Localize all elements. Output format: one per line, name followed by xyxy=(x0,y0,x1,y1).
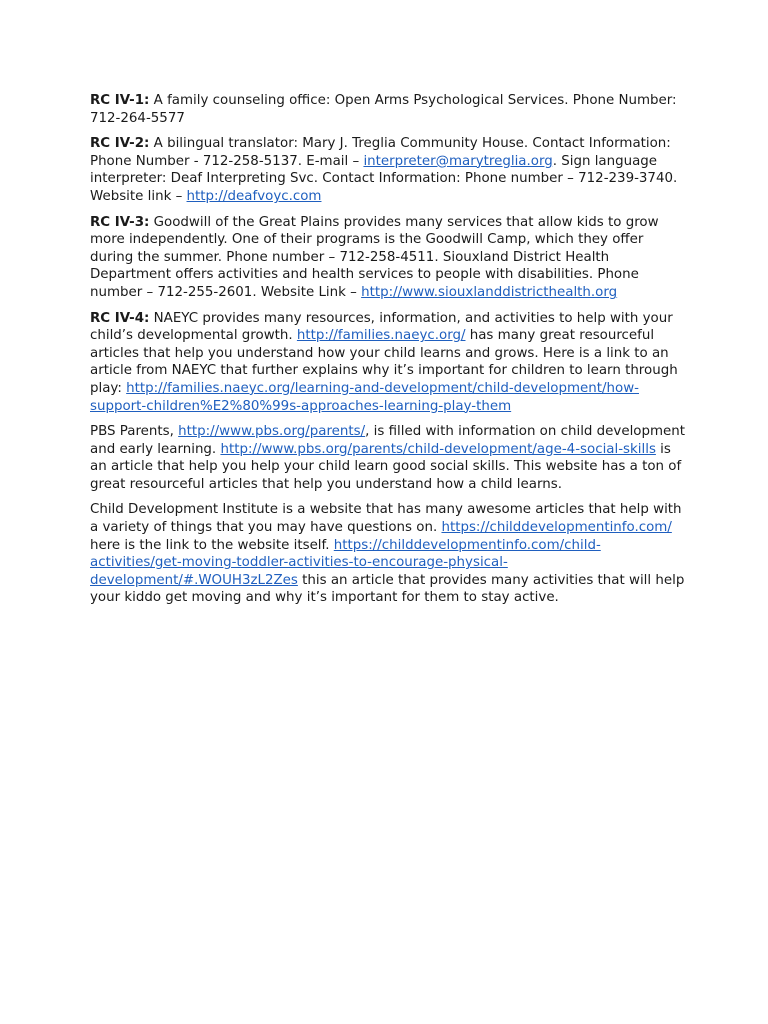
text-pbs-part1: PBS Parents, xyxy=(90,424,179,440)
text-rc-iv-1: A family counseling office: Open Arms Psychological Services. Phone Number: 712-264-5577 xyxy=(90,93,677,126)
paragraph-rc-iv-1 xyxy=(90,92,686,127)
text-rc-iv-3: Goodwill of the Great Plains provides many services that allow kids to grow more independently. One of their programs is the Goodwill Camp, which they offer during the summer. Phone number – 712-258-4511. Siouxland District Health Department offers activities and health services to people with disabilities. Phone number – 712-255-2601. Website Link – xyxy=(90,214,659,300)
text-rc-iv-2-part2: . Sign language interpreter: Deaf Interpreting Svc. Contact Information: Phone number – 712-239-3740. Website link – xyxy=(90,153,678,204)
paragraph-rc-iv-3 xyxy=(90,214,686,302)
label-rc-iv-4: RC IV-4: xyxy=(90,310,150,326)
link-pbs-parents[interactable]: http://www.pbs.org/parents/ xyxy=(178,424,366,440)
link-pbs-social-skills[interactable]: http://www.pbs.org/parents/child-development/age-4-social-skills xyxy=(220,441,656,457)
label-rc-iv-3: RC IV-3: xyxy=(90,214,150,230)
link-naeyc-article[interactable]: http://families.naeyc.org/learning-and-development/child-development/how-support-children%E2%80%99s-approaches-learning-play-them xyxy=(90,380,639,414)
text-cdi-part2: here is the link to the website itself. xyxy=(90,537,334,553)
link-deafvoyc[interactable]: http://deafvoyc.com xyxy=(186,188,322,204)
text-pbs-part2: , is filled with information on child development and early learning. xyxy=(90,424,685,457)
text-cdi-part1: Child Development Institute is a website that has many awesome articles that help with a variety of things that you may have questions on. xyxy=(90,502,682,536)
text-cdi-part3: this an article that provides many activities that will help your kiddo get moving and why it’s important for them to stay active. xyxy=(90,572,685,606)
text-rc-iv-4-part2: has many great resourceful articles that help you understand how your child learns and grows. Here is a link to an article from NAEYC that further explains why it’s important for children to learn through play: xyxy=(90,328,678,396)
link-siouxland-health[interactable]: http://www.siouxlanddistricthealth.org xyxy=(361,284,618,300)
link-childdevelopmentinfo[interactable]: https://childdevelopmentinfo.com/ xyxy=(441,520,672,536)
paragraph-pbs-parents xyxy=(90,423,686,493)
document-page xyxy=(90,92,686,615)
text-pbs-part3: is an article that help you help your child learn good social skills. This website has a ton of great resourceful articles that help you understand how a child learns. xyxy=(90,441,682,492)
link-cdi-toddler-activities[interactable]: https://childdevelopmentinfo.com/child-activities/get-moving-toddler-activities-to-encourage-physical-development/#.WOUH3zL2Zes xyxy=(90,537,601,588)
link-naeyc-families[interactable]: http://families.naeyc.org/ xyxy=(296,328,466,344)
label-rc-iv-2: RC IV-2: xyxy=(90,136,150,152)
text-rc-iv-2-part1: A bilingual translator: Mary J. Treglia Community House. Contact Information: Phone Number - 712-258-5137. E-mail – xyxy=(90,136,671,169)
label-rc-iv-1: RC IV-1: xyxy=(90,93,150,108)
text-rc-iv-4-part1: NAEYC provides many resources, information, and activities to help with your child’s developmental growth. xyxy=(90,310,673,344)
paragraph-child-development-institute xyxy=(90,501,686,607)
email-link-interpreter[interactable]: interpreter@marytreglia.org xyxy=(363,153,553,169)
paragraph-rc-iv-2 xyxy=(90,135,686,205)
paragraph-rc-iv-4 xyxy=(90,310,686,416)
